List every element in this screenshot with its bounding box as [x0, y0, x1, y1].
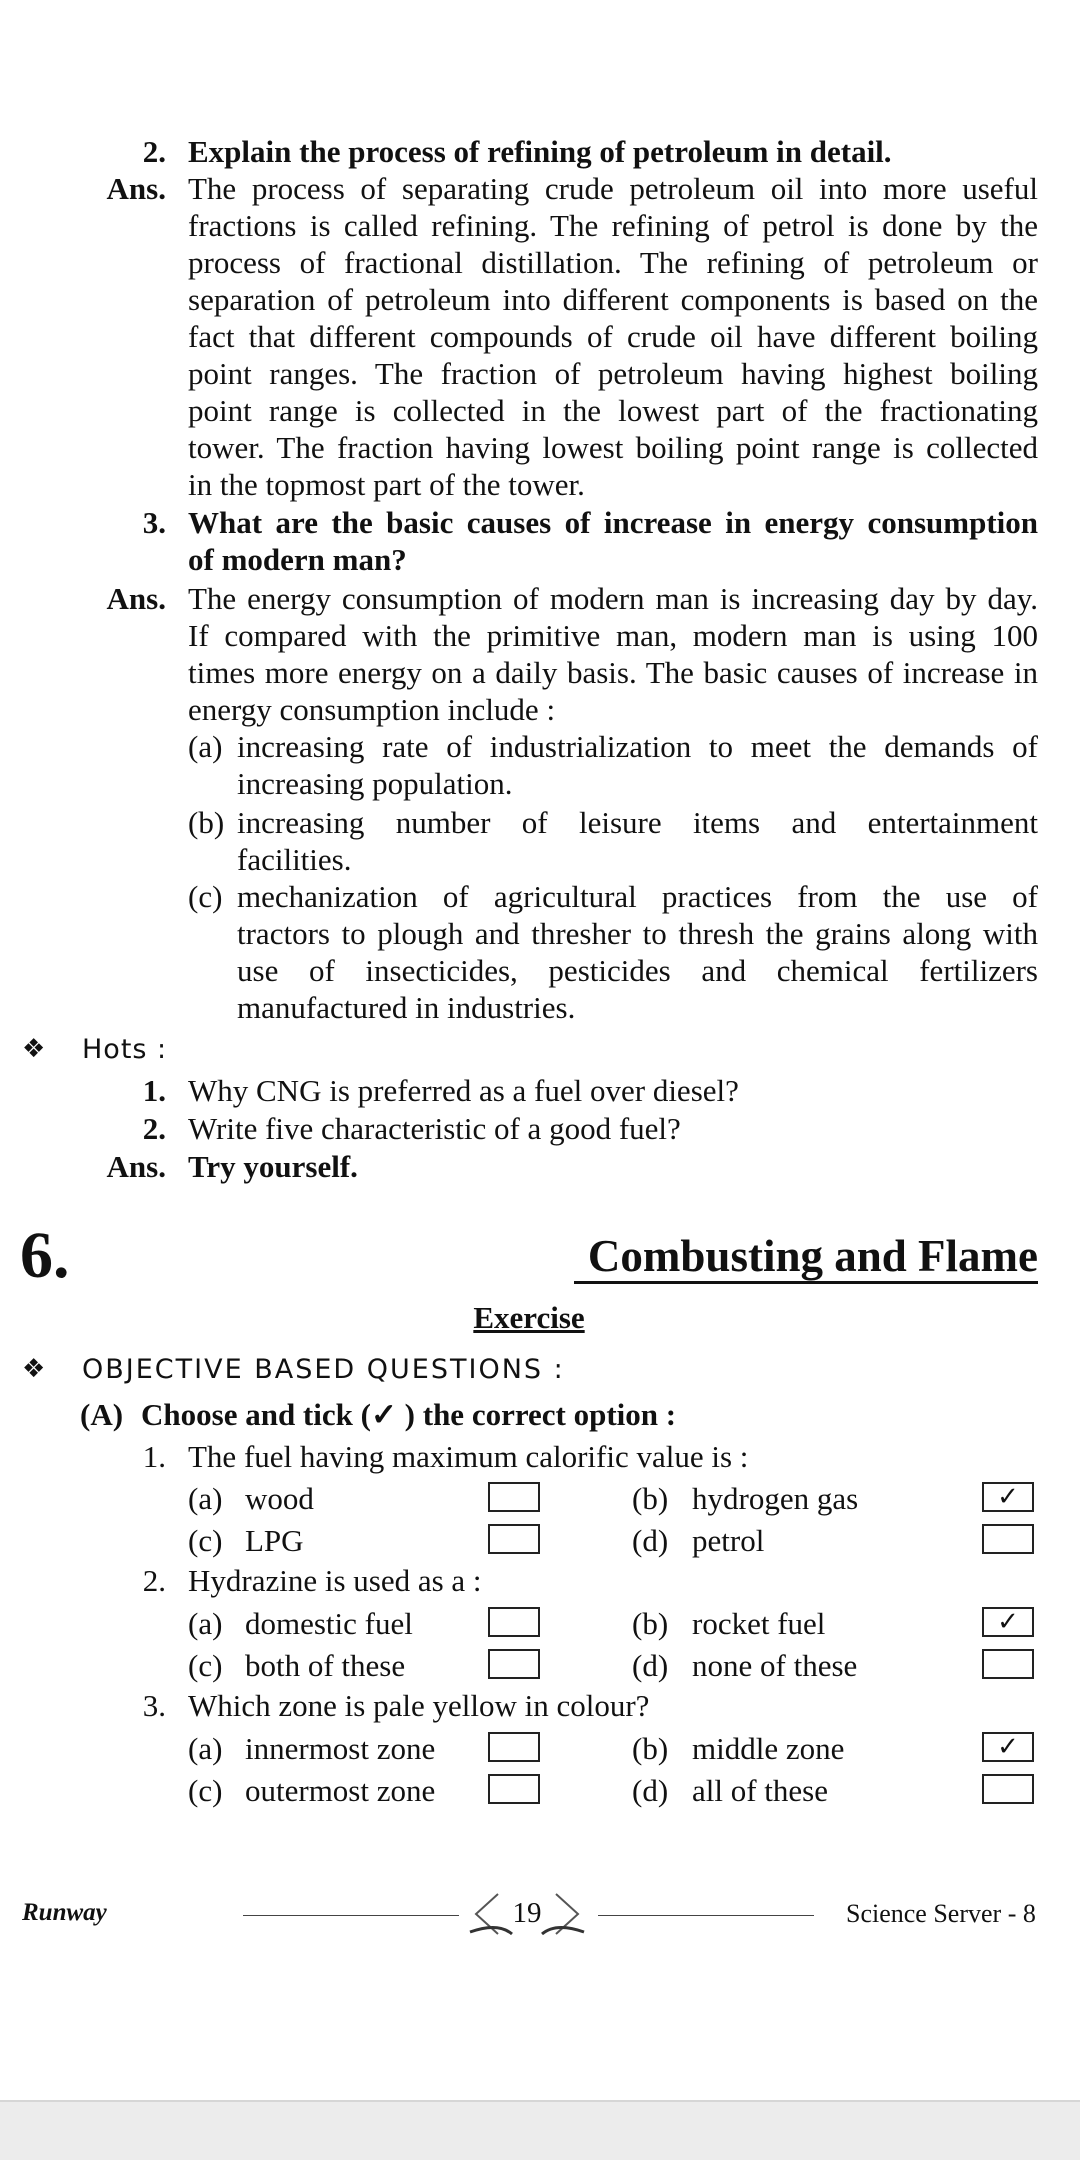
- point-line: manufactured in industries.: [237, 990, 576, 1025]
- hots-number: 2.: [142, 1111, 166, 1146]
- mcq-question: Which zone is pale yellow in colour?: [188, 1688, 650, 1723]
- option-text: LPG: [245, 1523, 304, 1558]
- option-text: all of these: [692, 1773, 829, 1808]
- option-text: middle zone: [692, 1731, 845, 1766]
- option-text: domestic fuel: [245, 1606, 413, 1641]
- footer-book-title: Science Server - 8: [846, 1899, 1036, 1928]
- answer-checkbox[interactable]: [982, 1649, 1034, 1679]
- option-label: (a): [188, 1481, 223, 1516]
- option-text: hydrogen gas: [692, 1481, 859, 1516]
- hots-question: Why CNG is preferred as a fuel over diesel?: [188, 1073, 739, 1108]
- answer-line: energy consumption include :: [188, 692, 556, 727]
- question-line: What are the basic causes of increase in energy consumption: [188, 505, 1038, 540]
- mcq-question: The fuel having maximum calorific value is :: [188, 1439, 749, 1474]
- answer-checkbox[interactable]: [488, 1732, 540, 1762]
- option-label: (d): [632, 1523, 669, 1558]
- answer-line: fractions is called refining. The refining of petrol is done by the: [188, 208, 1038, 243]
- exercise-heading: Exercise: [473, 1300, 585, 1335]
- answer-checkbox[interactable]: [982, 1607, 1034, 1637]
- answer-label: Ans.: [106, 171, 166, 206]
- hots-heading: Hots :: [82, 1034, 168, 1065]
- section-label: (A): [80, 1397, 124, 1432]
- check-mark-icon: ✓: [997, 1607, 1019, 1637]
- point-line: increasing rate of industrialization to meet the demands of: [237, 729, 1038, 764]
- diamond-bullet-icon: ❖: [22, 1354, 46, 1384]
- option-label: (b): [632, 1606, 669, 1641]
- answer-label: Ans.: [106, 1149, 166, 1184]
- point-text: [237, 728, 1038, 802]
- question-text: Explain the process of refining of petroleum in detail.: [188, 134, 892, 169]
- point-label: (b): [188, 805, 225, 840]
- diamond-bullet-icon: ❖: [22, 1034, 46, 1064]
- section-instruction: Choose and tick (✓ ) the correct option :: [141, 1397, 677, 1432]
- objective-heading: OBJECTIVE BASED QUESTIONS :: [82, 1354, 565, 1385]
- question-text: [188, 504, 1038, 578]
- check-mark-icon: ✓: [997, 1482, 1019, 1512]
- point-label: (a): [188, 729, 223, 764]
- option-label: (a): [188, 1731, 223, 1766]
- footer-rule-left: [243, 1915, 459, 1916]
- mcq-number: 1.: [142, 1439, 166, 1474]
- question-line: of modern man?: [188, 542, 407, 577]
- answer-line: in the topmost part of the tower.: [188, 467, 585, 502]
- page-number: 19: [512, 1897, 542, 1929]
- option-label: (c): [188, 1648, 223, 1683]
- option-label: (b): [632, 1731, 669, 1766]
- point-line: increasing number of leisure items and entertainment: [237, 805, 1038, 840]
- option-label: (b): [632, 1481, 669, 1516]
- answer-line: fact that different compounds of crude oil have different boiling: [188, 319, 1038, 354]
- chapter-title-underline: [574, 1281, 1038, 1284]
- footer-publisher: Runway: [22, 1899, 107, 1926]
- check-mark-icon: ✓: [997, 1732, 1019, 1762]
- answer-checkbox[interactable]: [982, 1524, 1034, 1554]
- mcq-number: 2.: [142, 1563, 166, 1598]
- answer-body: [188, 580, 1038, 728]
- answer-checkbox[interactable]: [488, 1607, 540, 1637]
- point-line: use of insecticides, pesticides and chemical fertilizers: [237, 953, 1038, 988]
- mcq-number: 3.: [142, 1688, 166, 1723]
- option-text: outermost zone: [245, 1773, 436, 1808]
- chapter-title: Combusting and Flame: [587, 1231, 1038, 1281]
- option-label: (c): [188, 1773, 223, 1808]
- answer-line: point ranges. The fraction of petroleum having highest boiling: [188, 356, 1038, 391]
- answer-body: [188, 170, 1038, 503]
- point-label: (c): [188, 879, 223, 914]
- answer-line: separation of petroleum into different components is based on the: [188, 282, 1038, 317]
- answer-line: If compared with the primitive man, modern man is using 100: [188, 618, 1038, 653]
- point-line: tractors to plough and thresher to thresh the grains along with: [237, 916, 1038, 951]
- answer-label: Ans.: [106, 581, 166, 616]
- option-label: (d): [632, 1773, 669, 1808]
- hots-number: 1.: [142, 1073, 166, 1108]
- answer-checkbox[interactable]: [982, 1482, 1034, 1512]
- point-line: increasing population.: [237, 766, 513, 801]
- answer-text: Try yourself.: [188, 1149, 358, 1184]
- point-text: [237, 878, 1038, 1026]
- option-text: none of these: [692, 1648, 858, 1683]
- point-line: facilities.: [237, 842, 352, 877]
- footer-rule-right: [598, 1915, 814, 1916]
- question-number: 2.: [142, 134, 166, 169]
- answer-line: tower. The fraction having lowest boiling point range is collected: [188, 430, 1038, 465]
- answer-line: times more energy on a daily basis. The basic causes of increase in: [188, 655, 1038, 690]
- option-label: (c): [188, 1523, 223, 1558]
- option-text: wood: [245, 1481, 314, 1516]
- answer-checkbox[interactable]: [982, 1732, 1034, 1762]
- mcq-question: Hydrazine is used as a :: [188, 1563, 482, 1598]
- answer-checkbox[interactable]: [488, 1649, 540, 1679]
- answer-line: point range is collected in the lowest part of the fractionating: [188, 393, 1038, 428]
- answer-checkbox[interactable]: [982, 1774, 1034, 1804]
- answer-checkbox[interactable]: [488, 1774, 540, 1804]
- option-text: both of these: [245, 1648, 406, 1683]
- answer-checkbox[interactable]: [488, 1482, 540, 1512]
- option-text: innermost zone: [245, 1731, 436, 1766]
- option-text: rocket fuel: [692, 1606, 826, 1641]
- option-label: (d): [632, 1648, 669, 1683]
- option-label: (a): [188, 1606, 223, 1641]
- answer-line: process of fractional distillation. The refining of petroleum or: [188, 245, 1038, 280]
- answer-line: The process of separating crude petroleum oil into more useful: [188, 171, 1038, 206]
- question-number: 3.: [142, 505, 166, 540]
- answer-line: The energy consumption of modern man is increasing day by day.: [188, 581, 1038, 616]
- point-line: mechanization of agricultural practices from the use of: [237, 879, 1038, 914]
- answer-checkbox[interactable]: [488, 1524, 540, 1554]
- chapter-number: 6.: [20, 1219, 70, 1292]
- point-text: [237, 804, 1038, 878]
- option-text: petrol: [692, 1523, 765, 1558]
- hots-question: Write five characteristic of a good fuel?: [188, 1111, 681, 1146]
